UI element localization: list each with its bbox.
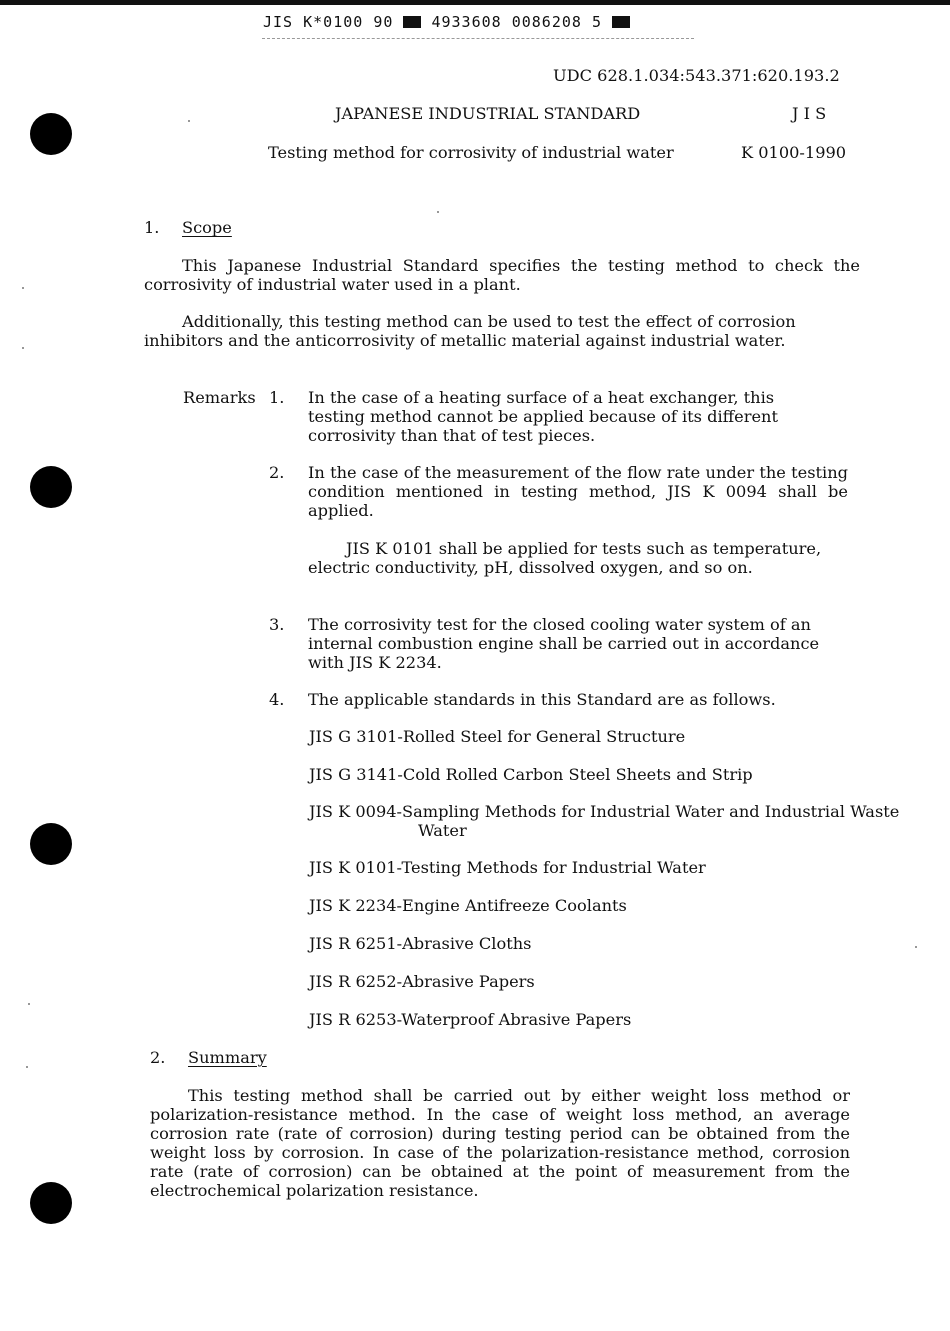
doc-title: Testing method for corrosivity of industrial water <box>268 143 674 162</box>
scan-speck <box>26 1066 28 1068</box>
jis-mark: J I S <box>792 104 827 123</box>
punch-hole <box>30 1182 72 1224</box>
header-code-left: JIS K*0100 90 <box>263 13 394 31</box>
remark-2-number: 2. <box>269 463 285 482</box>
punch-hole <box>30 823 72 865</box>
section-2-title: Summary <box>188 1048 267 1067</box>
standard-ref-item: JIS G 3141-Cold Rolled Carbon Steel Sheets and Strip <box>309 765 753 784</box>
header-rule <box>262 38 694 39</box>
remarks-label: Remarks <box>183 388 256 407</box>
scan-speck <box>437 211 439 213</box>
header-block-mark <box>403 16 421 28</box>
scope-paragraph-2: Additionally, this testing method can be used to test the effect of corrosion inhibitors and the anticorrosivity of metallic material against industrial water. <box>144 312 796 350</box>
summary-paragraph: This testing method shall be carried out by either weight loss method or polarization-resistance method. In the case of weight loss method, an average corrosion rate (rate of corrosion) during testing period can be obtained from the weight loss by corrosion. In case of the polarization-resistance method, corrosion rate (rate of corrosion) can be obtained at the point of measurement from the electrochemical polarization resistance. <box>150 1086 850 1200</box>
remark-2-text: In the case of the measurement of the flow rate under the testing condition mentioned in testing method, JIS K 0094 shall be applied. <box>308 463 848 520</box>
standard-org: JAPANESE INDUSTRIAL STANDARD <box>335 104 641 123</box>
punch-hole <box>30 466 72 508</box>
section-1-title: Scope <box>182 218 232 237</box>
standard-ref-item: JIS K 2234-Engine Antifreeze Coolants <box>309 896 627 915</box>
header-code <box>263 13 630 32</box>
standard-ref-item: JIS R 6251-Abrasive Cloths <box>309 934 532 953</box>
doc-number: K 0100-1990 <box>741 143 847 162</box>
remark-1-text: In the case of a heating surface of a heat exchanger, this testing method cannot be applied because of its different corrosivity than that of test pieces. <box>308 388 778 445</box>
scan-speck <box>22 287 24 289</box>
scan-speck <box>28 1003 30 1005</box>
scan-speck <box>22 347 24 349</box>
standard-ref-item: JIS R 6252-Abrasive Papers <box>309 972 535 991</box>
remark-2-subtext: JIS K 0101 shall be applied for tests such as temperature, electric conductivity, pH, dissolved oxygen, and so on. <box>308 539 822 577</box>
punch-hole <box>30 113 72 155</box>
standard-ref-item: JIS K 0101-Testing Methods for Industrial Water <box>309 858 706 877</box>
header-block-mark <box>612 16 630 28</box>
header-code-mid: 4933608 0086208 5 <box>431 13 602 31</box>
scope-paragraph-1: This Japanese Industrial Standard specifies the testing method to check the corrosivity of industrial water used in a plant. <box>144 256 860 294</box>
section-1-number: 1. <box>144 218 160 237</box>
remark-3-number: 3. <box>269 615 285 634</box>
remark-4-text: The applicable standards in this Standard are as follows. <box>308 690 776 709</box>
standard-ref-item: JIS K 0094-Sampling Methods for Industrial Water and Industrial Waste Water <box>309 802 900 840</box>
remark-4-number: 4. <box>269 690 285 709</box>
top-edge-rule <box>0 0 950 5</box>
udc-code: UDC 628.1.034:543.371:620.193.2 <box>553 66 840 85</box>
remark-1-number: 1. <box>269 388 285 407</box>
scan-speck <box>915 946 917 948</box>
section-2-number: 2. <box>150 1048 166 1067</box>
standard-ref-item: JIS R 6253-Waterproof Abrasive Papers <box>309 1010 632 1029</box>
scan-speck <box>188 120 190 122</box>
remark-3-text: The corrosivity test for the closed cooling water system of an internal combustion engine shall be carried out in accordance with JIS K 2234. <box>308 615 820 672</box>
standard-ref-item: JIS G 3101-Rolled Steel for General Structure <box>309 727 686 746</box>
